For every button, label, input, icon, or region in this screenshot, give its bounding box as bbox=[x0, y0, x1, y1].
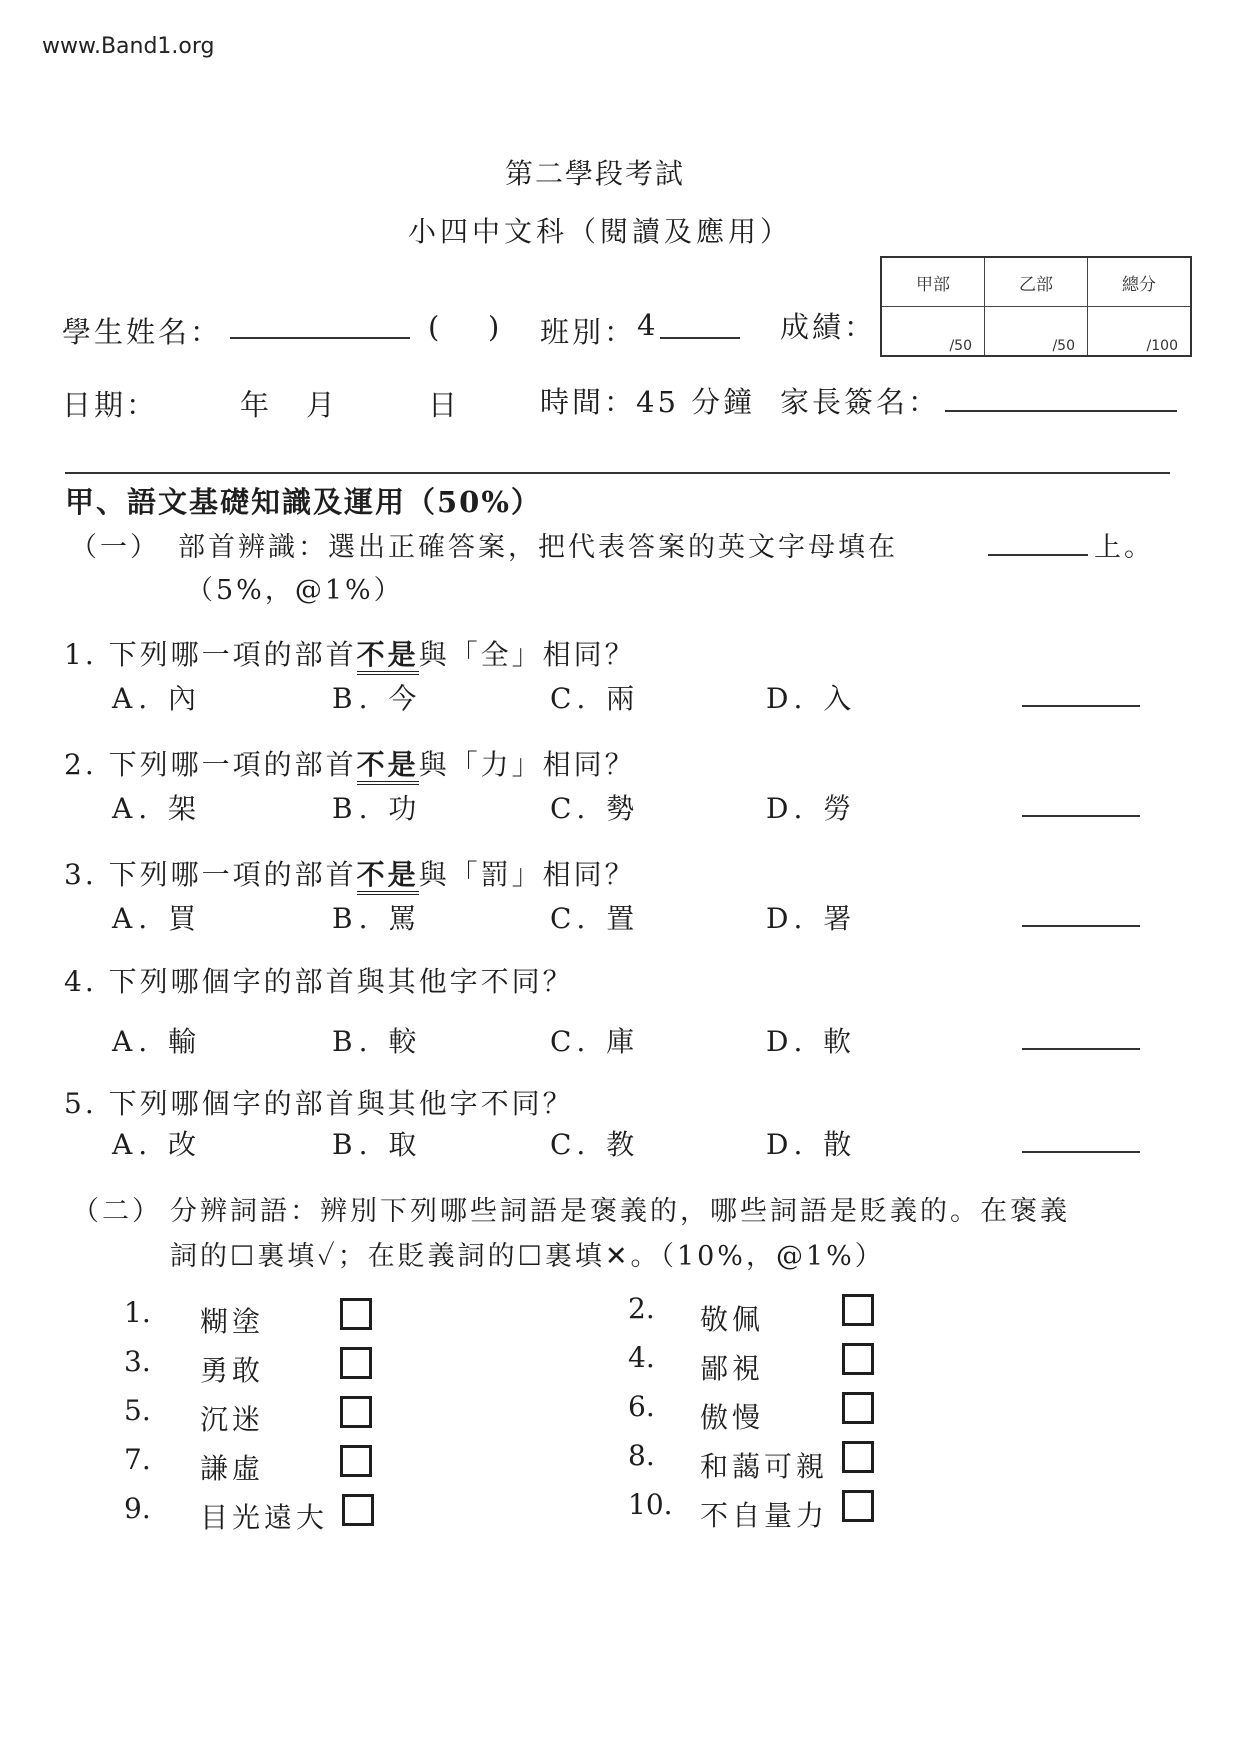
question-text: 2. 下列哪一項的部首 bbox=[64, 748, 357, 781]
class-field[interactable] bbox=[660, 337, 740, 339]
word-text: 敬佩 bbox=[700, 1303, 765, 1336]
part2-instruction-line1: 分辨詞語：辨別下列哪些詞語是褒義的，哪些詞語是貶義的。在褒義 bbox=[170, 1196, 1070, 1227]
score-label: 成績： bbox=[780, 310, 877, 344]
word-number: 8. bbox=[628, 1439, 655, 1472]
word-checkbox[interactable] bbox=[340, 1396, 372, 1428]
exam-title: 第二學段考試 bbox=[504, 157, 685, 190]
score-header-total: 總分 bbox=[1088, 257, 1192, 307]
q4-option-a: A. 輸 bbox=[112, 1025, 203, 1058]
q1-option-b: B. 今 bbox=[332, 682, 423, 715]
q1-option-d: D. 入 bbox=[766, 682, 858, 715]
q5-answer-blank[interactable] bbox=[1022, 1151, 1140, 1153]
word-text: 不自量力 bbox=[700, 1499, 829, 1532]
q3-option-d: D. 署 bbox=[766, 902, 858, 935]
q1-answer-blank[interactable] bbox=[1022, 705, 1140, 707]
word-text: 傲慢 bbox=[700, 1401, 765, 1434]
question-4 bbox=[64, 960, 574, 1000]
q2-option-a: A. 架 bbox=[112, 792, 203, 825]
score-value-part-b[interactable]: /50 bbox=[985, 307, 1088, 357]
part1-label: （一） bbox=[70, 532, 160, 563]
header-divider bbox=[65, 472, 1170, 474]
q4-answer-blank[interactable] bbox=[1022, 1048, 1140, 1050]
class-number-open: ( bbox=[428, 310, 443, 344]
word-text: 鄙視 bbox=[700, 1352, 765, 1385]
student-name-field[interactable] bbox=[230, 337, 410, 339]
q5-option-c: C. 教 bbox=[550, 1128, 641, 1161]
q3-answer-blank[interactable] bbox=[1022, 925, 1140, 927]
time-label: 時間：45 分鐘 bbox=[540, 385, 756, 419]
question-text: 1. 下列哪一項的部首 bbox=[64, 638, 357, 671]
word-text: 勇敢 bbox=[200, 1354, 265, 1387]
q4-option-c: C. 庫 bbox=[550, 1025, 641, 1058]
exam-subtitle: 小四中文科（閱讀及應用） bbox=[407, 215, 792, 248]
part1-blank-example bbox=[988, 554, 1088, 556]
date-year: 年 bbox=[240, 388, 273, 422]
word-number: 6. bbox=[628, 1390, 655, 1423]
part1-instruction: 部首辨識：選出正確答案，把代表答案的英文字母填在 bbox=[178, 532, 898, 563]
word-number: 9. bbox=[124, 1492, 151, 1525]
student-name-label: 學生姓名： bbox=[62, 315, 223, 349]
q5-option-d: D. 散 bbox=[766, 1128, 858, 1161]
word-checkbox[interactable] bbox=[842, 1343, 874, 1375]
word-checkbox[interactable] bbox=[340, 1347, 372, 1379]
word-text: 糊塗 bbox=[200, 1305, 265, 1338]
score-value-part-a[interactable]: /50 bbox=[881, 307, 985, 357]
word-number: 10. bbox=[628, 1488, 673, 1521]
word-text: 謙虛 bbox=[200, 1452, 265, 1485]
class-number-field[interactable] bbox=[444, 312, 484, 342]
date-label: 日期： bbox=[62, 388, 159, 422]
score-table bbox=[880, 256, 1192, 357]
q3-option-a: A. 買 bbox=[112, 902, 203, 935]
word-number: 7. bbox=[124, 1443, 151, 1476]
q1-option-c: C. 兩 bbox=[550, 682, 641, 715]
part2-label: （二） bbox=[72, 1196, 162, 1227]
score-header-part-a: 甲部 bbox=[881, 257, 985, 307]
word-checkbox[interactable] bbox=[842, 1294, 874, 1326]
question-emphasis: 不是 bbox=[357, 858, 419, 895]
q2-option-d: D. 勞 bbox=[766, 792, 858, 825]
word-checkbox[interactable] bbox=[340, 1445, 372, 1477]
question-emphasis: 不是 bbox=[357, 638, 419, 675]
question-text-end: 與「力」相同？ bbox=[418, 748, 636, 781]
question-text: 3. 下列哪一項的部首 bbox=[64, 858, 357, 891]
question-2 bbox=[64, 743, 636, 783]
score-value-total[interactable]: /100 bbox=[1088, 307, 1192, 357]
q3-option-b: B. 罵 bbox=[332, 902, 423, 935]
word-number: 4. bbox=[628, 1341, 655, 1374]
question-text: 4. 下列哪個字的部首與其他字不同？ bbox=[64, 965, 574, 998]
word-checkbox[interactable] bbox=[842, 1392, 874, 1424]
word-checkbox[interactable] bbox=[342, 1494, 374, 1526]
class-label: 班別： bbox=[540, 315, 637, 349]
parent-signature-field[interactable] bbox=[945, 410, 1177, 412]
word-text: 沉迷 bbox=[200, 1403, 265, 1436]
word-number: 1. bbox=[124, 1296, 151, 1329]
word-checkbox[interactable] bbox=[842, 1441, 874, 1473]
word-text: 目光遠大 bbox=[200, 1501, 329, 1534]
part1-marks: （5%，@1%） bbox=[186, 575, 404, 606]
q4-option-d: D. 軟 bbox=[766, 1025, 858, 1058]
score-header-part-b: 乙部 bbox=[985, 257, 1088, 307]
question-1 bbox=[64, 633, 636, 673]
question-5 bbox=[64, 1082, 574, 1122]
q5-option-b: B. 取 bbox=[332, 1128, 423, 1161]
q3-option-c: C. 置 bbox=[550, 902, 641, 935]
word-number: 2. bbox=[628, 1292, 655, 1325]
site-url: www.Band1.org bbox=[42, 34, 215, 59]
q1-option-a: A. 內 bbox=[112, 682, 203, 715]
date-month: 月 bbox=[306, 388, 339, 422]
section-a-title: 甲、語文基礎知識及運用（50%） bbox=[65, 485, 542, 519]
q2-option-c: C. 勢 bbox=[550, 792, 641, 825]
question-text-end: 與「罰」相同？ bbox=[418, 858, 636, 891]
class-value: 4 bbox=[637, 308, 659, 342]
part1-instruction-end: 上。 bbox=[1094, 532, 1154, 563]
question-3 bbox=[64, 853, 636, 893]
q4-option-b: B. 較 bbox=[332, 1025, 423, 1058]
word-checkbox[interactable] bbox=[842, 1490, 874, 1522]
question-text: 5. 下列哪個字的部首與其他字不同？ bbox=[64, 1087, 574, 1120]
class-number-close: ) bbox=[488, 310, 503, 344]
date-day: 日 bbox=[428, 388, 461, 422]
q2-option-b: B. 功 bbox=[332, 792, 423, 825]
parent-signature-label: 家長簽名： bbox=[780, 385, 941, 419]
part2-instruction-line2: 詞的☐裏填✓；在貶義詞的☐裏填✕。（10%，@1%） bbox=[170, 1241, 885, 1272]
question-emphasis: 不是 bbox=[357, 748, 419, 785]
word-number: 5. bbox=[124, 1394, 151, 1427]
q5-option-a: A. 改 bbox=[112, 1128, 203, 1161]
question-text-end: 與「全」相同？ bbox=[418, 638, 636, 671]
q2-answer-blank[interactable] bbox=[1022, 815, 1140, 817]
word-number: 3. bbox=[124, 1345, 151, 1378]
word-checkbox[interactable] bbox=[340, 1298, 372, 1330]
word-text: 和藹可親 bbox=[700, 1450, 829, 1483]
